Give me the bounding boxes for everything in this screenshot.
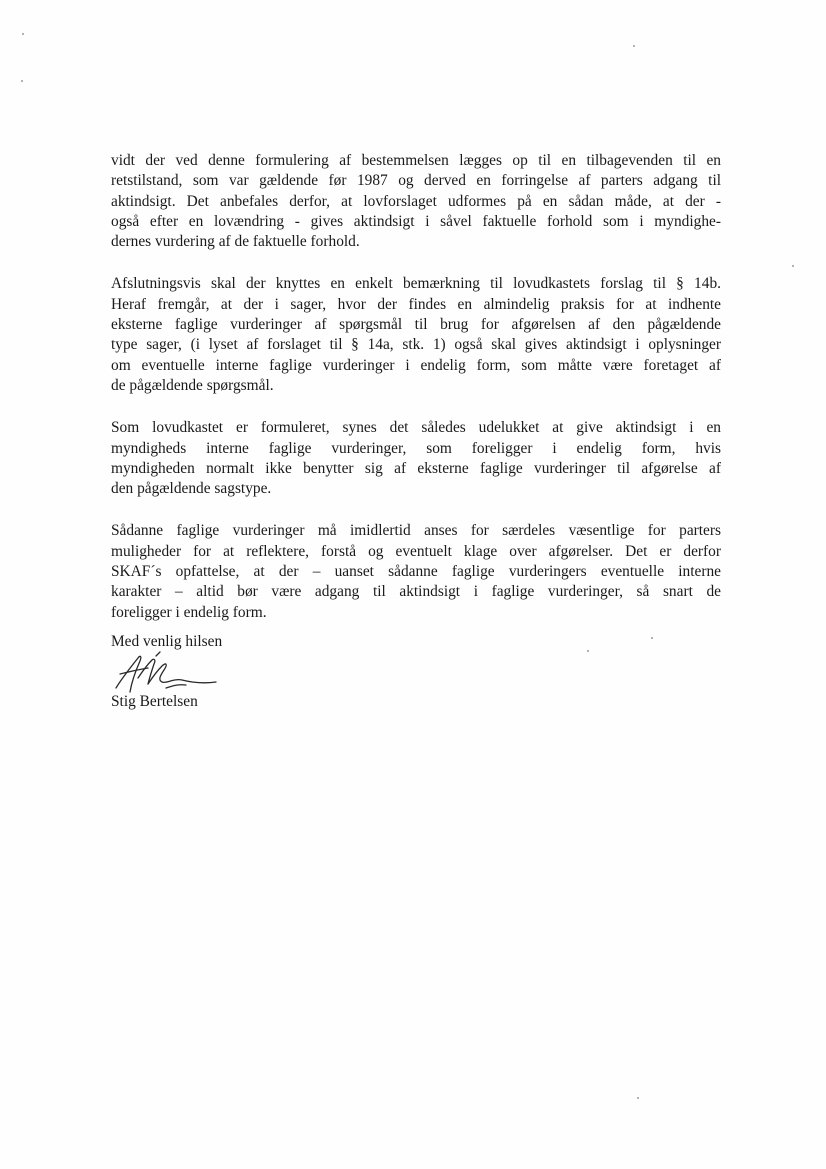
text-line: myndigheds interne faglige vurderinger, som foreligger i endelig form, hvis <box>111 439 721 457</box>
handwritten-signature <box>104 648 224 698</box>
scan-speck <box>792 265 794 267</box>
letter-body <box>111 151 721 645</box>
text-line: Heraf fremgår, at der i sager, hvor der findes en almindelig praksis for at indhente <box>111 295 721 313</box>
text-line: foreligger i endelig form. <box>111 603 267 621</box>
text-line: muligheder for at reflektere, forstå og eventuelt klage over afgørelser. Det er derfor <box>111 542 721 560</box>
text-line: type sager, (i lyset af forslaget til § 14a, stk. 1) også skal gives aktindsigt i oplysninger <box>111 336 721 354</box>
text-line: SKAF´s opfattelse, at der – uanset sådanne faglige vurderingers eventuelle interne <box>111 563 721 581</box>
paragraph <box>111 274 721 396</box>
scan-speck <box>21 80 23 82</box>
text-line: Afslutningsvis skal der knyttes en enkelt bemærkning til lovudkastets forslag til § 14b. <box>111 275 721 293</box>
text-line: de pågældende spørgsmål. <box>111 376 274 394</box>
signer-name: Stig Bertelsen <box>111 693 198 710</box>
paragraph <box>111 418 721 499</box>
text-line: dernes vurdering af de faktuelle forhold. <box>111 233 360 251</box>
paragraph <box>111 521 721 622</box>
scan-speck <box>637 1097 639 1099</box>
scan-speck <box>587 650 589 652</box>
text-line: Sådanne faglige vurderinger må imidlertid anses for særdeles væsentlige for parters <box>111 522 721 540</box>
text-line: vidt der ved denne formulering af bestemmelsen lægges op til en tilbagevenden til en <box>111 152 721 169</box>
text-line: eksterne faglige vurderinger af spørgsmål til brug for afgørelsen af den pågældende <box>111 316 721 334</box>
scan-speck <box>633 45 635 47</box>
closing-salutation: Med venlig hilsen <box>111 633 223 650</box>
text-line: Som lovudkastet er formuleret, synes det således udelukket at give aktindsigt i en <box>111 419 721 437</box>
text-line: den pågældende sagstype. <box>111 480 272 498</box>
text-line: retstilstand, som var gældende før 1987 og derved en forringelse af parters adgang til <box>111 172 721 190</box>
text-line: også efter en lovændring - gives aktindsigt i såvel faktuelle forhold som i myndighe- <box>111 212 721 230</box>
paragraph <box>111 151 721 252</box>
text-line: myndigheden normalt ikke benytter sig af eksterne faglige vurderinger til afgørelse af <box>111 459 721 477</box>
text-line: karakter – altid bør være adgang til aktindsigt i faglige vurderinger, så snart de <box>111 583 721 601</box>
scan-speck <box>22 33 24 35</box>
text-line: om eventuelle interne faglige vurderinger i endelig form, som måtte være foretaget af <box>111 356 721 374</box>
text-line: aktindsigt. Det anbefales derfor, at lovforslaget udformes på en sådan måde, at der - <box>111 192 721 210</box>
